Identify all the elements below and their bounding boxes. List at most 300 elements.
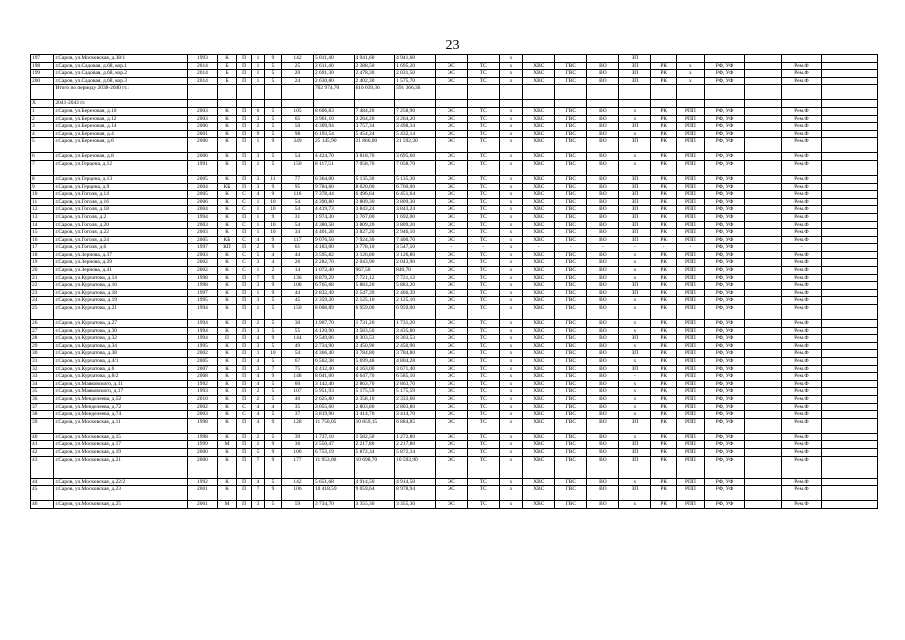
table-cell: РПП <box>677 130 705 138</box>
table-cell: 2010 <box>187 395 217 403</box>
table-cell: ВО <box>587 320 619 328</box>
table-cell: Рем.Ф <box>781 138 822 153</box>
table-cell: РФ, УФ <box>704 198 745 206</box>
table-cell: 33 <box>31 373 54 381</box>
table-cell: ЭС <box>435 358 467 366</box>
table-cell: 1 <box>252 213 265 221</box>
table-cell: ВО <box>587 297 619 305</box>
page-number: 23 <box>445 38 460 53</box>
table-cell <box>252 85 265 100</box>
table-cell: 6 496,64 <box>354 191 395 199</box>
table-cell: 2 388,50 <box>354 62 395 70</box>
table-cell: К <box>217 198 236 206</box>
table-cell: К <box>217 274 236 282</box>
table-cell: х <box>619 433 651 441</box>
table-row <box>31 335 878 343</box>
table-cell: 3 734,70 <box>313 501 354 509</box>
table-cell: 5 <box>264 478 281 486</box>
table-cell: Рем.Ф <box>781 433 822 441</box>
table-cell: К <box>217 251 236 259</box>
table-cell: ГВС <box>555 183 587 191</box>
table-cell: ХВС <box>523 320 555 328</box>
table-cell: 8 <box>31 175 54 183</box>
table-cell: РФ, УФ <box>704 456 745 478</box>
table-cell: ЭС <box>435 365 467 373</box>
table-row <box>31 62 878 70</box>
table-cell: РФ, УФ <box>704 327 745 335</box>
table-cell: П <box>237 130 252 138</box>
table-cell: П <box>237 456 252 478</box>
table-cell: 54 <box>281 206 313 214</box>
table-cell <box>745 198 781 206</box>
table-cell: х <box>619 274 651 282</box>
table-cell: 11 750,05 <box>313 418 354 433</box>
table-cell: 177 <box>281 456 313 478</box>
table-cell: ГВС <box>555 107 587 115</box>
table-cell <box>822 229 878 237</box>
table-cell: ЭС <box>435 191 467 199</box>
table-cell <box>745 305 781 320</box>
table-cell: 4 <box>252 418 265 433</box>
table-cell: х <box>499 433 522 441</box>
table-cell: К <box>217 418 236 433</box>
table-cell: 7 058,70 <box>395 160 436 175</box>
table-cell: 3 818,70 <box>354 153 395 161</box>
table-cell: Рем.Ф <box>781 388 822 396</box>
table-cell: РПП <box>677 191 705 199</box>
table-cell: ВО <box>587 213 619 221</box>
table-cell <box>31 85 54 100</box>
table-cell <box>822 395 878 403</box>
table-cell: 144 <box>281 335 313 343</box>
table-cell: ГВС <box>555 335 587 343</box>
table-cell: ХВС <box>523 62 555 70</box>
table-cell: К <box>217 297 236 305</box>
table-cell: х <box>619 327 651 335</box>
table-cell: 1 731,20 <box>395 320 436 328</box>
table-cell: ГВС <box>555 130 587 138</box>
table-cell: РФ, УФ <box>704 77 745 85</box>
table-row <box>31 183 878 191</box>
table-cell: 50 <box>281 123 313 131</box>
table-cell: 18 <box>31 251 54 259</box>
table-cell: 3 <box>252 175 265 183</box>
table-cell: П <box>237 380 252 388</box>
table-cell: С <box>237 267 252 275</box>
table-cell: Рем.Ф <box>781 418 822 433</box>
table-cell: ЭС <box>435 267 467 275</box>
table-cell: г.Саров, ул.Московская, д.21 <box>54 456 188 478</box>
table-cell: 5 <box>252 448 265 456</box>
table-cell: 1991 <box>187 160 217 175</box>
table-cell: РФ, УФ <box>704 441 745 449</box>
table-cell: К <box>217 267 236 275</box>
table-cell: П <box>237 327 252 335</box>
table-cell <box>822 183 878 191</box>
table-cell: х <box>499 77 522 85</box>
table-cell: ЭС <box>435 259 467 267</box>
table-cell: 2014 <box>187 77 217 85</box>
table-cell: ЭС <box>435 138 467 153</box>
table-cell: К <box>217 115 236 123</box>
table-cell: 2005 <box>187 175 217 183</box>
table-cell: г.Саров, ул.Московская, д.38/1 <box>54 55 188 63</box>
table-cell: 60 <box>281 380 313 388</box>
table-cell <box>822 107 878 115</box>
table-cell <box>587 85 619 100</box>
table-cell: 3 <box>252 282 265 290</box>
table-cell: ЭС <box>435 236 467 244</box>
table-cell: К <box>217 395 236 403</box>
table-cell: 9 <box>264 183 281 191</box>
table-cell: 6 193,54 <box>313 130 354 138</box>
table-cell <box>745 441 781 449</box>
table-cell <box>822 342 878 350</box>
table-cell: РПП <box>677 221 705 229</box>
table-cell: ЭС <box>435 373 467 381</box>
table-cell: РПП <box>677 282 705 290</box>
table-cell: РК <box>651 267 677 275</box>
table-cell: г.Саров, ул.Гоголя, д.24 <box>54 236 188 244</box>
table-row <box>31 501 878 509</box>
table-cell: ТС <box>467 160 499 175</box>
table-cell: РФ, УФ <box>704 282 745 290</box>
table-cell: 7 <box>264 365 281 373</box>
table-cell: П <box>237 153 252 161</box>
table-cell: 3 <box>252 501 265 509</box>
table-cell <box>822 418 878 433</box>
table-cell: РК <box>651 221 677 229</box>
table-cell: 6 585,10 <box>395 373 436 381</box>
table-cell: ВО <box>587 395 619 403</box>
table-cell: 4 <box>252 411 265 419</box>
table-cell: ГВС <box>555 115 587 123</box>
table-cell: 3 <box>252 115 265 123</box>
table-cell: ЭС <box>435 70 467 78</box>
table-cell: М <box>217 441 236 449</box>
table-cell <box>822 433 878 441</box>
table-cell: РФ, УФ <box>704 350 745 358</box>
table-cell: Рем.Ф <box>781 289 822 297</box>
table-cell: Рем.Ф <box>781 403 822 411</box>
table-cell: 23 <box>31 289 54 297</box>
table-cell: РФ, УФ <box>704 380 745 388</box>
table-cell: С <box>237 251 252 259</box>
table-cell: Рем.Ф <box>781 259 822 267</box>
table-cell: 9 059,64 <box>354 486 395 501</box>
table-cell: П <box>237 213 252 221</box>
table-cell: С <box>237 198 252 206</box>
table-cell: х <box>499 251 522 259</box>
table-cell: 37 <box>31 403 54 411</box>
table-cell: 1 272,80 <box>395 433 436 441</box>
table-cell: 4 366,40 <box>313 350 354 358</box>
table-cell: ЗП <box>619 456 651 478</box>
table-cell: х <box>619 478 651 486</box>
table-cell: ТС <box>467 138 499 153</box>
table-cell: ЗП <box>619 289 651 297</box>
table-cell: ЗП <box>619 62 651 70</box>
table-cell <box>745 448 781 456</box>
table-cell: 5 <box>31 138 54 153</box>
table-cell: К <box>217 456 236 478</box>
table-cell: РПП <box>677 160 705 175</box>
table-cell: Рем.Ф <box>781 70 822 78</box>
table-cell: ТС <box>467 267 499 275</box>
table-cell: ЭС <box>435 123 467 131</box>
table-cell: ВО <box>587 123 619 131</box>
table-cell: К <box>217 486 236 501</box>
table-cell: Рем.Ф <box>781 411 822 419</box>
table-cell: 4 <box>264 259 281 267</box>
table-cell <box>499 85 522 100</box>
table-cell: РПП <box>677 206 705 214</box>
table-cell: ЗП <box>619 213 651 221</box>
table-cell: ГВС <box>555 77 587 85</box>
table-cell: ХВС <box>523 342 555 350</box>
table-cell: ЭС <box>435 282 467 290</box>
table-cell: К <box>217 305 236 320</box>
table-cell: ТС <box>467 380 499 388</box>
table-cell: 2001 <box>187 501 217 509</box>
table-cell: 106 <box>281 448 313 456</box>
table-cell: ЗП <box>619 55 651 63</box>
table-cell: ЭС <box>435 62 467 70</box>
table-cell: 15 <box>31 229 54 237</box>
table-cell: К <box>217 327 236 335</box>
table-cell: х <box>499 342 522 350</box>
table-cell: г.Саров, ул.Герцена, д.13 <box>54 175 188 183</box>
table-cell: х <box>499 388 522 396</box>
table-cell: П <box>237 77 252 85</box>
table-cell: 7 <box>252 486 265 501</box>
table-cell: ВО <box>587 358 619 366</box>
table-cell <box>237 100 252 108</box>
table-cell: РФ, УФ <box>704 206 745 214</box>
table-cell: х <box>499 305 522 320</box>
table-cell: ЭС <box>435 130 467 138</box>
table-cell: 8 303,53 <box>395 335 436 343</box>
table-cell: РФ, УФ <box>704 411 745 419</box>
table-cell <box>499 100 522 108</box>
table-cell: 43 <box>31 456 54 478</box>
table-cell: 6 451,64 <box>395 191 436 199</box>
table-row <box>31 380 878 388</box>
table-cell: г.Саров, ул.Гоголя, д.20 <box>54 221 188 229</box>
table-cell: ГВС <box>555 206 587 214</box>
table-cell: 22 <box>31 282 54 290</box>
table-cell: 7 <box>252 274 265 282</box>
table-cell: г.Саров, ул.Гоголя, д.14 <box>54 191 188 199</box>
table-cell <box>745 365 781 373</box>
table-cell: г.Саров, ул.Зернова, д.39 <box>54 259 188 267</box>
table-cell: 25 <box>31 305 54 320</box>
table-cell <box>745 236 781 244</box>
table-cell: ХВС <box>523 213 555 221</box>
table-cell: ХВС <box>523 395 555 403</box>
table-cell: РФ, УФ <box>704 221 745 229</box>
table-cell: х <box>619 160 651 175</box>
table-cell: К <box>217 229 236 237</box>
table-cell <box>745 77 781 85</box>
table-cell: ТС <box>467 388 499 396</box>
table-cell: ХВС <box>523 327 555 335</box>
table-row <box>31 342 878 350</box>
table-cell: ЗП <box>619 123 651 131</box>
table-cell: ГВС <box>555 365 587 373</box>
table-cell: 4 412,40 <box>313 365 354 373</box>
table-cell: 61 <box>281 244 313 252</box>
table-cell: 10 <box>264 229 281 237</box>
table-row <box>31 206 878 214</box>
table-cell: ХВС <box>523 153 555 161</box>
table-cell: ГВС <box>555 229 587 237</box>
table-cell: РПП <box>677 115 705 123</box>
table-cell <box>435 55 467 63</box>
table-cell: 6 753,19 <box>313 448 354 456</box>
table-cell: К <box>217 350 236 358</box>
table-row <box>31 358 878 366</box>
table-cell: г.Саров, ул.Курчатова, д.4/1 <box>54 358 188 366</box>
table-cell: ЗП <box>619 138 651 153</box>
table-cell: х <box>619 153 651 161</box>
table-cell: 1994 <box>187 213 217 221</box>
table-cell: РК <box>651 433 677 441</box>
table-cell <box>822 486 878 501</box>
table-row <box>31 198 878 206</box>
table-cell <box>745 244 781 252</box>
table-cell: Рем.Ф <box>781 478 822 486</box>
table-cell: Рем.Ф <box>781 221 822 229</box>
table-cell: х <box>499 320 522 328</box>
table-cell: х <box>619 320 651 328</box>
table-cell: 5 <box>264 395 281 403</box>
table-cell: 10 593,90 <box>395 456 436 478</box>
table-cell: 2003 <box>187 115 217 123</box>
table-cell: 2 031,50 <box>395 70 436 78</box>
table-cell: РПП <box>677 123 705 131</box>
table-cell: 1994 <box>187 335 217 343</box>
table-cell: ГВС <box>555 441 587 449</box>
table-cell: ВО <box>587 198 619 206</box>
table-cell: ГВС <box>555 350 587 358</box>
table-cell: 3 142,40 <box>313 380 354 388</box>
table-cell: ВО <box>587 486 619 501</box>
table-cell: ТС <box>467 342 499 350</box>
table-cell: х <box>499 221 522 229</box>
table-cell: 4 941,60 <box>395 55 436 63</box>
table-cell: 2 333,60 <box>395 395 436 403</box>
table-row <box>31 153 878 161</box>
table-cell: РФ, УФ <box>704 160 745 175</box>
table-cell: г.Саров, ул.Гоголя, д.16 <box>54 198 188 206</box>
table-cell: ГВС <box>555 62 587 70</box>
table-cell: 616 039,36 <box>354 85 395 100</box>
table-cell: К <box>217 320 236 328</box>
table-cell: 2004 <box>187 183 217 191</box>
table-cell: РПП <box>677 342 705 350</box>
table-cell: - <box>523 244 555 252</box>
table-cell: ТС <box>467 274 499 282</box>
table-cell: П <box>237 175 252 183</box>
table-cell <box>745 320 781 328</box>
table-cell <box>745 55 781 63</box>
table-cell: 17 <box>31 244 54 252</box>
table-cell: ХВС <box>523 221 555 229</box>
table-cell: х <box>499 327 522 335</box>
table-cell: П <box>237 229 252 237</box>
table-cell: РК <box>651 229 677 237</box>
table-cell: х <box>619 115 651 123</box>
table-cell: РФ, УФ <box>704 183 745 191</box>
table-cell: ЗП <box>619 350 651 358</box>
table-cell: г.Саров, ул.Березовая, д.10 <box>54 107 188 115</box>
table-cell: РПП <box>677 380 705 388</box>
table-cell: г.Саров, ул.Зернова, д.37 <box>54 251 188 259</box>
table-cell: г.Саров, ул.Гоголя, д.18 <box>54 206 188 214</box>
table-cell: 3 671,40 <box>395 365 436 373</box>
table-cell: ВО <box>587 153 619 161</box>
table-cell: ТС <box>467 501 499 509</box>
table-cell: 6 959,00 <box>395 305 436 320</box>
table-cell: 8 978,94 <box>395 486 436 501</box>
table-cell: 108 <box>281 282 313 290</box>
table-cell: 20 <box>281 70 313 78</box>
table-cell: ТС <box>467 153 499 161</box>
table-cell: РК <box>651 282 677 290</box>
table-cell: 26 <box>31 320 54 328</box>
table-cell: х <box>499 486 522 501</box>
table-cell <box>281 85 313 100</box>
table-row <box>31 282 878 290</box>
table-cell: Рем.Ф <box>781 213 822 221</box>
table-cell: ХВС <box>523 411 555 419</box>
table-cell: 3 126,80 <box>354 251 395 259</box>
table-cell: ВО <box>587 380 619 388</box>
table-cell: г.Саров, ул.Курчатова, д.27 <box>54 320 188 328</box>
table-cell: 2041-2043 гг. <box>54 100 188 108</box>
table-cell: ХВС <box>523 289 555 297</box>
table-cell <box>745 478 781 486</box>
table-cell: 8 879,29 <box>313 274 354 282</box>
table-cell: РПП <box>677 358 705 366</box>
table-cell: РПП <box>677 373 705 381</box>
table-cell: 1 731,20 <box>354 320 395 328</box>
table-cell: г.Саров, ул.Садовая, д.68, кор.3 <box>54 77 188 85</box>
table-cell: 1992 <box>187 478 217 486</box>
table-cell: - <box>677 244 705 252</box>
table-cell: 106 <box>281 486 313 501</box>
table-cell: 3 809,30 <box>395 198 436 206</box>
table-cell: РФ, УФ <box>704 335 745 343</box>
table-cell: 7 400,70 <box>395 236 436 244</box>
table-cell: 9 <box>264 486 281 501</box>
table-cell: РФ, УФ <box>704 289 745 297</box>
table-cell: 2014 <box>187 62 217 70</box>
table-cell: ЗП <box>619 206 651 214</box>
table-cell: 54 <box>281 221 313 229</box>
table-cell: П <box>237 501 252 509</box>
table-cell: 44 <box>31 478 54 486</box>
table-cell: 35 <box>281 403 313 411</box>
table-cell: 11 953,00 <box>313 456 354 478</box>
table-cell: 3 809,20 <box>395 221 436 229</box>
table-cell <box>745 486 781 501</box>
table-cell: 4 <box>264 403 281 411</box>
table-cell: ВО <box>587 70 619 78</box>
table-cell <box>281 100 313 108</box>
table-cell: 2002 <box>187 267 217 275</box>
